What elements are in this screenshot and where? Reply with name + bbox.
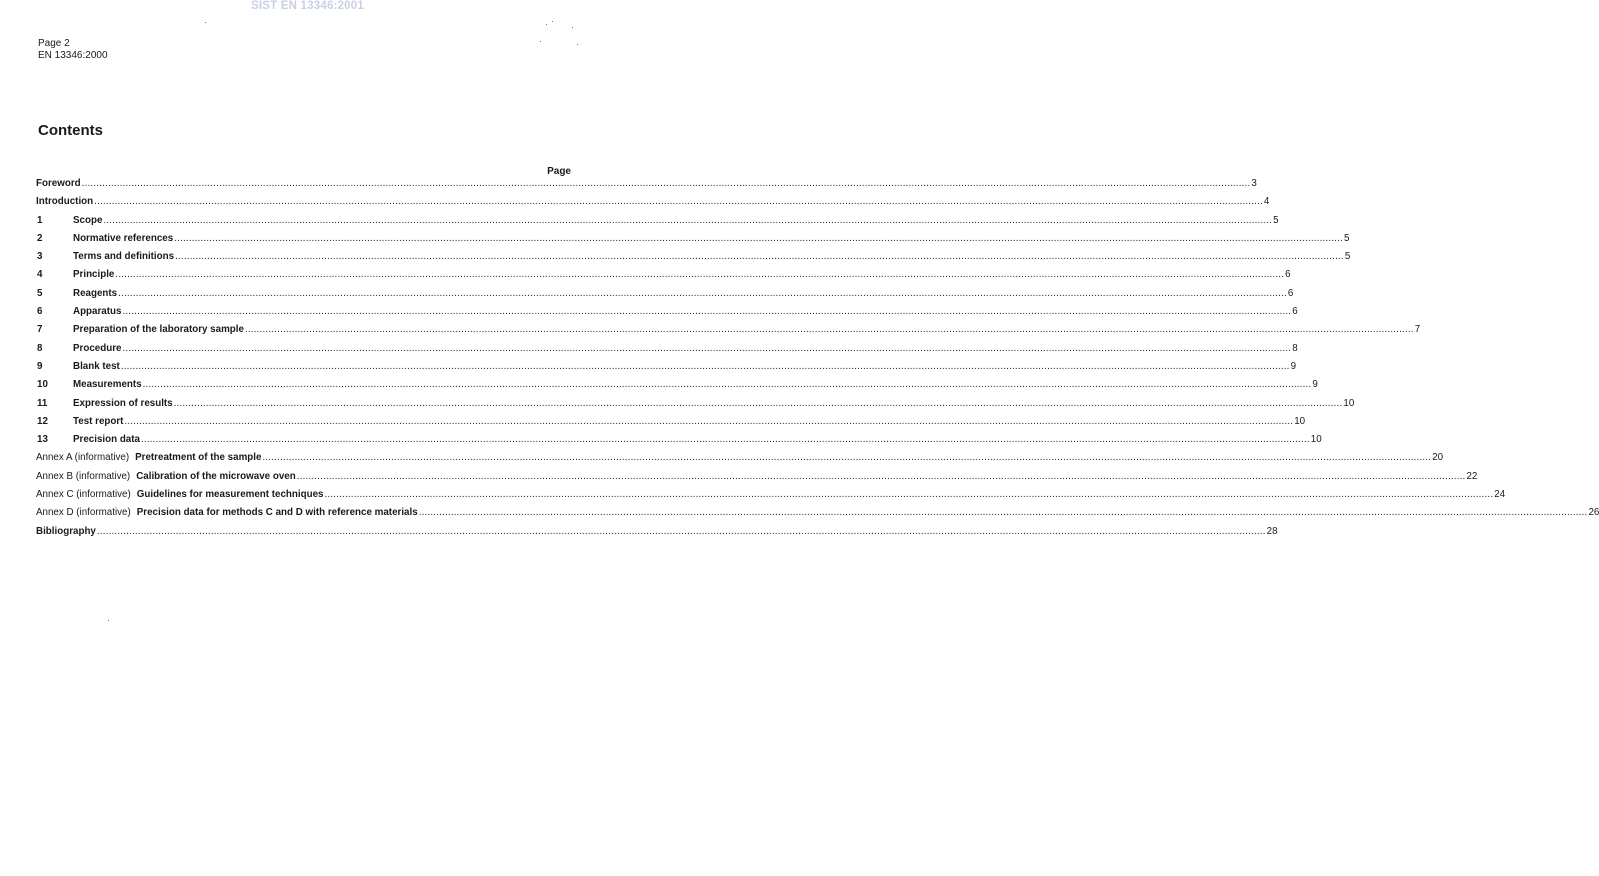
- toc-entry-title: Principle: [73, 269, 115, 281]
- toc-entry-page: 5: [1273, 214, 1279, 226]
- toc-entry[interactable]: [36, 342, 1298, 361]
- toc-entry-page: 8: [1292, 342, 1298, 354]
- toc-entry-page: 28: [1266, 525, 1278, 537]
- toc-dot-leader: ................................................................................................................................................................................................................................................................................................................................................................................................................: [81, 178, 1251, 189]
- toc-entry-annex: Annex D (informative): [36, 507, 131, 519]
- scan-speck: [205, 22, 206, 23]
- toc-entry-page: 10: [1310, 434, 1322, 446]
- toc-entry-page: 6: [1287, 287, 1294, 299]
- toc-entry-page: 22: [1466, 470, 1478, 482]
- toc-entry-page: 6: [1292, 306, 1298, 318]
- toc-entry[interactable]: [36, 415, 1306, 434]
- scan-speck: [540, 41, 541, 42]
- toc-entry-page: 26: [1588, 507, 1599, 519]
- toc-entry[interactable]: [36, 306, 1298, 324]
- toc-entry[interactable]: [36, 525, 1278, 544]
- toc-entry-title: Terms and definitions: [73, 251, 175, 263]
- toc-dot-leader: ................................................................................................................................................................................................................................................................................................................................................................................................................: [262, 452, 1432, 464]
- toc-entry-title: Measurements: [73, 379, 142, 391]
- toc-entry-page: 20: [1432, 452, 1444, 464]
- toc-dot-leader: ................................................................................................................................................................................................................................................................................................................................................................................................................: [120, 360, 1290, 372]
- toc-entry[interactable]: [36, 324, 1421, 342]
- toc-entry-page: 3: [1251, 178, 1257, 189]
- toc-entry[interactable]: [36, 178, 1257, 196]
- toc-dot-leader: ................................................................................................................................................................................................................................................................................................................................................................................................................: [175, 251, 1344, 263]
- toc-entry-title: Reagents: [73, 287, 118, 299]
- toc-dot-leader: ................................................................................................................................................................................................................................................................................................................................................................................................................: [122, 342, 1292, 354]
- toc-entry-title: Test report: [73, 415, 124, 427]
- page-number: Page 2: [38, 38, 70, 49]
- toc-entry[interactable]: [36, 379, 1318, 397]
- toc-entry-title: Scope: [73, 214, 103, 226]
- toc-entry-title: Procedure: [73, 342, 122, 354]
- toc-entry-number: 13: [37, 434, 48, 446]
- toc-entry-number: 2: [37, 232, 43, 244]
- toc-entry-number: 8: [37, 342, 43, 354]
- toc-entry-title: Bibliography: [36, 525, 96, 537]
- toc-entry-number: 7: [37, 324, 43, 336]
- toc-entry-page: 5: [1344, 251, 1351, 263]
- toc-entry-title: Guidelines for measurement techniques: [136, 489, 324, 501]
- toc-entry-number: 11: [37, 397, 48, 409]
- toc-entry[interactable]: [36, 251, 1351, 269]
- toc-dot-leader: ................................................................................................................................................................................................................................................................................................................................................................................................................: [324, 489, 1494, 501]
- toc-entry-number: 6: [37, 306, 43, 318]
- toc-entry-title: Calibration of the microwave oven: [136, 470, 296, 482]
- table-of-contents: [36, 178, 1599, 544]
- toc-dot-leader: ................................................................................................................................................................................................................................................................................................................................................................................................................: [296, 470, 1466, 482]
- toc-entry-annex: Annex B (informative): [36, 470, 131, 482]
- toc-dot-leader: ................................................................................................................................................................................................................................................................................................................................................................................................................: [140, 434, 1310, 446]
- toc-entry[interactable]: [36, 470, 1478, 489]
- scan-speck: [546, 24, 547, 25]
- toc-dot-leader: ................................................................................................................................................................................................................................................................................................................................................................................................................: [115, 269, 1285, 281]
- toc-dot-leader: ................................................................................................................................................................................................................................................................................................................................................................................................................: [142, 379, 1312, 391]
- toc-entry[interactable]: [36, 507, 1599, 525]
- toc-entry-title: Precision data: [73, 434, 140, 446]
- page-title: Contents: [38, 122, 103, 139]
- toc-entry[interactable]: [36, 196, 1270, 214]
- watermark: SIST EN 13346:2001: [251, 0, 364, 12]
- toc-entry-number: 5: [37, 287, 43, 299]
- toc-entry-title: Foreword: [36, 178, 81, 189]
- toc-entry-number: 12: [37, 415, 48, 427]
- toc-entry-page: 7: [1414, 324, 1421, 336]
- toc-entry-page: 24: [1494, 489, 1506, 501]
- toc-entry-page: 9: [1290, 360, 1297, 372]
- toc-entry-number: 4: [37, 269, 43, 281]
- standard-id: EN 13346:2000: [38, 50, 108, 61]
- toc-entry-page: 10: [1294, 415, 1306, 427]
- toc-entry[interactable]: [36, 452, 1444, 470]
- toc-entry[interactable]: [36, 489, 1506, 507]
- toc-entry-annex: Annex C (informative): [36, 489, 131, 501]
- toc-dot-leader: ................................................................................................................................................................................................................................................................................................................................................................................................................: [124, 415, 1294, 427]
- scan-speck: [552, 21, 553, 22]
- toc-entry-title: Introduction: [36, 196, 94, 208]
- toc-entry-page: 4: [1263, 196, 1270, 208]
- toc-entry[interactable]: [36, 397, 1355, 416]
- toc-dot-leader: ................................................................................................................................................................................................................................................................................................................................................................................................................: [96, 525, 1266, 537]
- toc-entry-page: 10: [1343, 397, 1355, 409]
- toc-entry-title: Pretreatment of the sample: [135, 452, 262, 464]
- toc-entry-number: 3: [37, 251, 43, 263]
- toc-entry-number: 1: [37, 214, 43, 226]
- page-header: [38, 38, 108, 62]
- toc-dot-leader: ................................................................................................................................................................................................................................................................................................................................................................................................................: [122, 306, 1292, 318]
- page-column-label: Page: [547, 166, 571, 177]
- toc-entry-number: 9: [37, 360, 43, 372]
- scan-speck: [572, 27, 573, 28]
- toc-entry[interactable]: [36, 287, 1294, 306]
- scan-speck: [577, 44, 578, 45]
- toc-dot-leader: ................................................................................................................................................................................................................................................................................................................................................................................................................: [244, 324, 1414, 336]
- toc-entry[interactable]: [36, 360, 1297, 379]
- toc-entry-page: 5: [1343, 232, 1350, 244]
- toc-entry[interactable]: [36, 269, 1291, 287]
- scan-speck: [108, 620, 109, 621]
- toc-dot-leader: ................................................................................................................................................................................................................................................................................................................................................................................................................: [103, 214, 1273, 226]
- toc-entry-title: Expression of results: [73, 397, 173, 409]
- toc-entry-title: Preparation of the laboratory sample: [73, 324, 244, 336]
- toc-entry[interactable]: [36, 434, 1322, 452]
- toc-entry-title: Precision data for methods C and D with reference materials: [136, 507, 418, 519]
- toc-entry-number: 10: [37, 379, 48, 391]
- toc-entry[interactable]: [36, 232, 1350, 251]
- toc-dot-leader: ................................................................................................................................................................................................................................................................................................................................................................................................................: [418, 507, 1588, 519]
- toc-entry-title: Apparatus: [73, 306, 122, 318]
- toc-dot-leader: ................................................................................................................................................................................................................................................................................................................................................................................................................: [94, 196, 1263, 208]
- toc-entry-annex: Annex A (informative): [36, 452, 130, 464]
- toc-entry-page: 9: [1312, 379, 1318, 391]
- toc-dot-leader: ................................................................................................................................................................................................................................................................................................................................................................................................................: [174, 232, 1343, 244]
- toc-entry-page: 6: [1285, 269, 1291, 281]
- toc-entry-title: Blank test: [73, 360, 120, 372]
- toc-entry-title: Normative references: [73, 232, 174, 244]
- toc-dot-leader: ................................................................................................................................................................................................................................................................................................................................................................................................................: [118, 287, 1287, 299]
- toc-entry[interactable]: [36, 214, 1279, 233]
- toc-dot-leader: ................................................................................................................................................................................................................................................................................................................................................................................................................: [173, 397, 1343, 409]
